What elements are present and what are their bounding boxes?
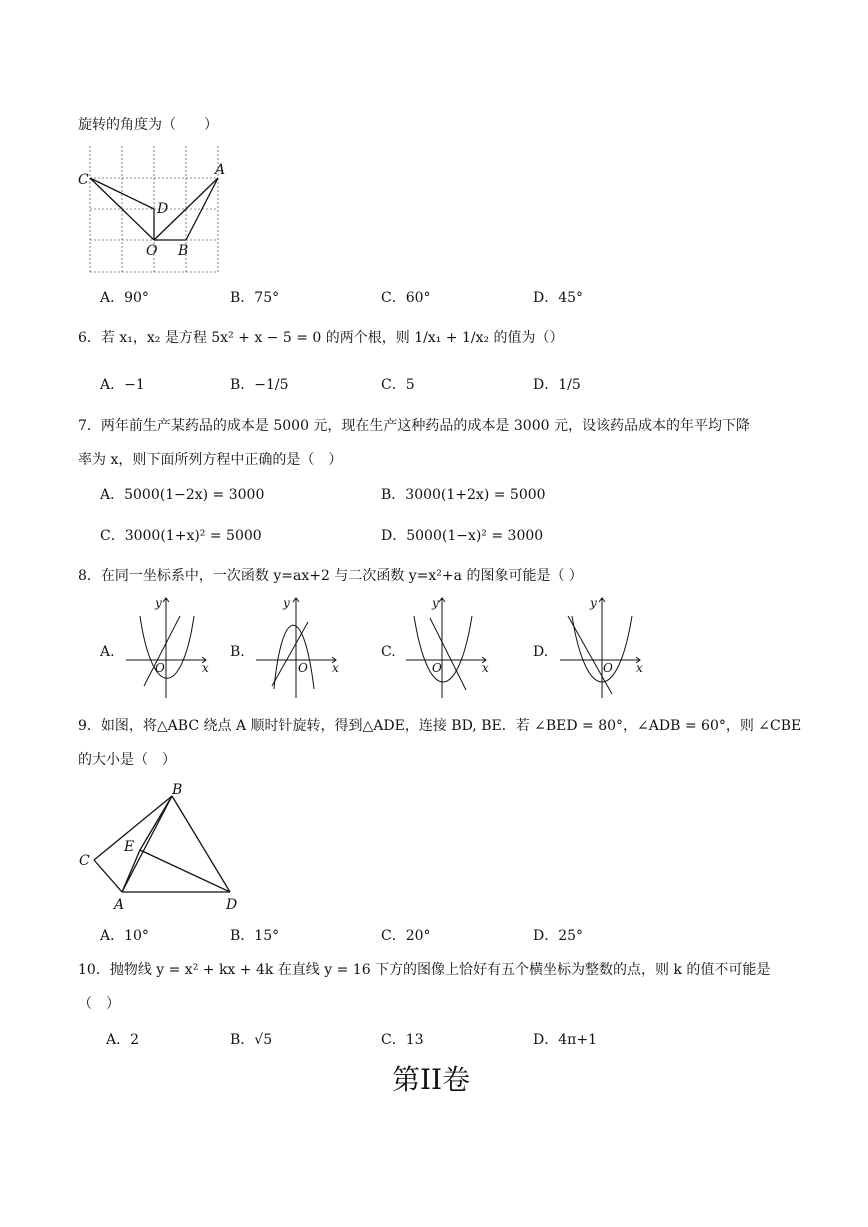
q8-option-b[interactable]: B. bbox=[230, 644, 245, 660]
q9-figure bbox=[76, 778, 246, 918]
q9-option-c[interactable]: C．20° bbox=[381, 928, 431, 944]
q8-stem: 8．在同一坐标系中，一次函数 y=ax+2 与二次函数 y=x²+a 的图象可能是（ ） bbox=[78, 568, 583, 584]
q7-stem-line2: 率为 x，则下面所列方程中正确的是（ ） bbox=[78, 452, 343, 468]
q10-stem-line1: 10．抛物线 y = x² + kx + 4k 在直线 y = 16 下方的图像上恰好有五个横坐标为整数的点，则 k 的值不可能是 bbox=[78, 962, 771, 978]
q8-graph-a bbox=[122, 594, 212, 704]
q6-option-d[interactable]: D．1/5 bbox=[533, 377, 581, 393]
label-b: B bbox=[178, 243, 189, 259]
q8-option-d[interactable]: D. bbox=[533, 644, 549, 660]
q5-option-c[interactable]: C．60° bbox=[381, 290, 431, 306]
q9-option-b[interactable]: B．15° bbox=[230, 928, 280, 944]
q9-stem-line2: 的大小是（ ） bbox=[78, 752, 176, 768]
label-d: D bbox=[157, 201, 169, 217]
q10-stem-line2: （ ） bbox=[78, 996, 120, 1012]
axis-label-x: x bbox=[332, 661, 339, 675]
q7-option-d[interactable]: D．5000(1−x)² = 3000 bbox=[381, 528, 544, 544]
label-b: B bbox=[172, 782, 183, 798]
q10-option-c[interactable]: C．13 bbox=[381, 1032, 424, 1048]
q5-option-b[interactable]: B．75° bbox=[230, 290, 280, 306]
q6-option-c[interactable]: C．5 bbox=[381, 377, 415, 393]
q8-option-a[interactable]: A. bbox=[100, 644, 115, 660]
q8-graph-b bbox=[252, 594, 342, 704]
section-title: 第II卷 bbox=[392, 1063, 471, 1096]
q9-stem-line1: 9．如图，将△ABC 绕点 A 顺时针旋转，得到△ADE，连接 BD, BE．若 ∠BED = 80°，∠ADB = 60°，则 ∠CBE bbox=[78, 718, 802, 734]
q7-stem-line1: 7．两年前生产某药品的成本是 5000 元，现在生产这种药品的成本是 3000 元，设该药品成本的年平均下降 bbox=[78, 418, 750, 434]
q5-option-d[interactable]: D．45° bbox=[533, 290, 584, 306]
q5-figure bbox=[76, 142, 226, 282]
label-o: O bbox=[146, 243, 158, 259]
q10-option-a[interactable]: A．2 bbox=[106, 1032, 140, 1048]
axis-label-o: O bbox=[298, 661, 308, 675]
q10-option-d[interactable]: D．4π+1 bbox=[533, 1032, 597, 1048]
axis-label-y: y bbox=[432, 596, 439, 610]
q8-option-c[interactable]: C. bbox=[381, 644, 396, 660]
q8-graph-c bbox=[402, 594, 492, 704]
axis-label-y: y bbox=[590, 596, 597, 610]
axis-label-y: y bbox=[155, 596, 162, 610]
q8-graph-d bbox=[556, 594, 646, 704]
q6-option-b[interactable]: B．−1/5 bbox=[230, 377, 289, 393]
q6-stem: 6．若 x₁，x₂ 是方程 5x² + x − 5 = 0 的两个根，则 1/x₁ + 1/x₂ 的值为（） bbox=[78, 330, 564, 346]
axis-label-o: O bbox=[155, 661, 165, 675]
axis-label-y: y bbox=[283, 596, 290, 610]
q7-option-b[interactable]: B．3000(1+2x) = 5000 bbox=[381, 487, 546, 503]
q7-option-c[interactable]: C．3000(1+x)² = 5000 bbox=[100, 528, 262, 544]
label-a: A bbox=[114, 897, 125, 913]
q9-option-a[interactable]: A．10° bbox=[100, 928, 149, 944]
q10-option-b[interactable]: B．√5 bbox=[230, 1032, 273, 1048]
label-c: C bbox=[79, 853, 90, 869]
axis-label-o: O bbox=[432, 661, 442, 675]
axis-label-x: x bbox=[202, 661, 209, 675]
q5-stem: 旋转的角度为（ ） bbox=[78, 117, 218, 133]
axis-label-x: x bbox=[636, 661, 643, 675]
q7-option-a[interactable]: A．5000(1−2x) = 3000 bbox=[100, 487, 265, 503]
q9-option-d[interactable]: D．25° bbox=[533, 928, 584, 944]
label-a: A bbox=[215, 162, 226, 178]
label-e: E bbox=[124, 839, 135, 855]
axis-label-o: O bbox=[603, 661, 613, 675]
q6-option-a[interactable]: A．−1 bbox=[100, 377, 145, 393]
axis-label-x: x bbox=[482, 661, 489, 675]
q5-option-a[interactable]: A．90° bbox=[100, 290, 149, 306]
label-d: D bbox=[226, 897, 238, 913]
label-c: C bbox=[78, 172, 89, 188]
